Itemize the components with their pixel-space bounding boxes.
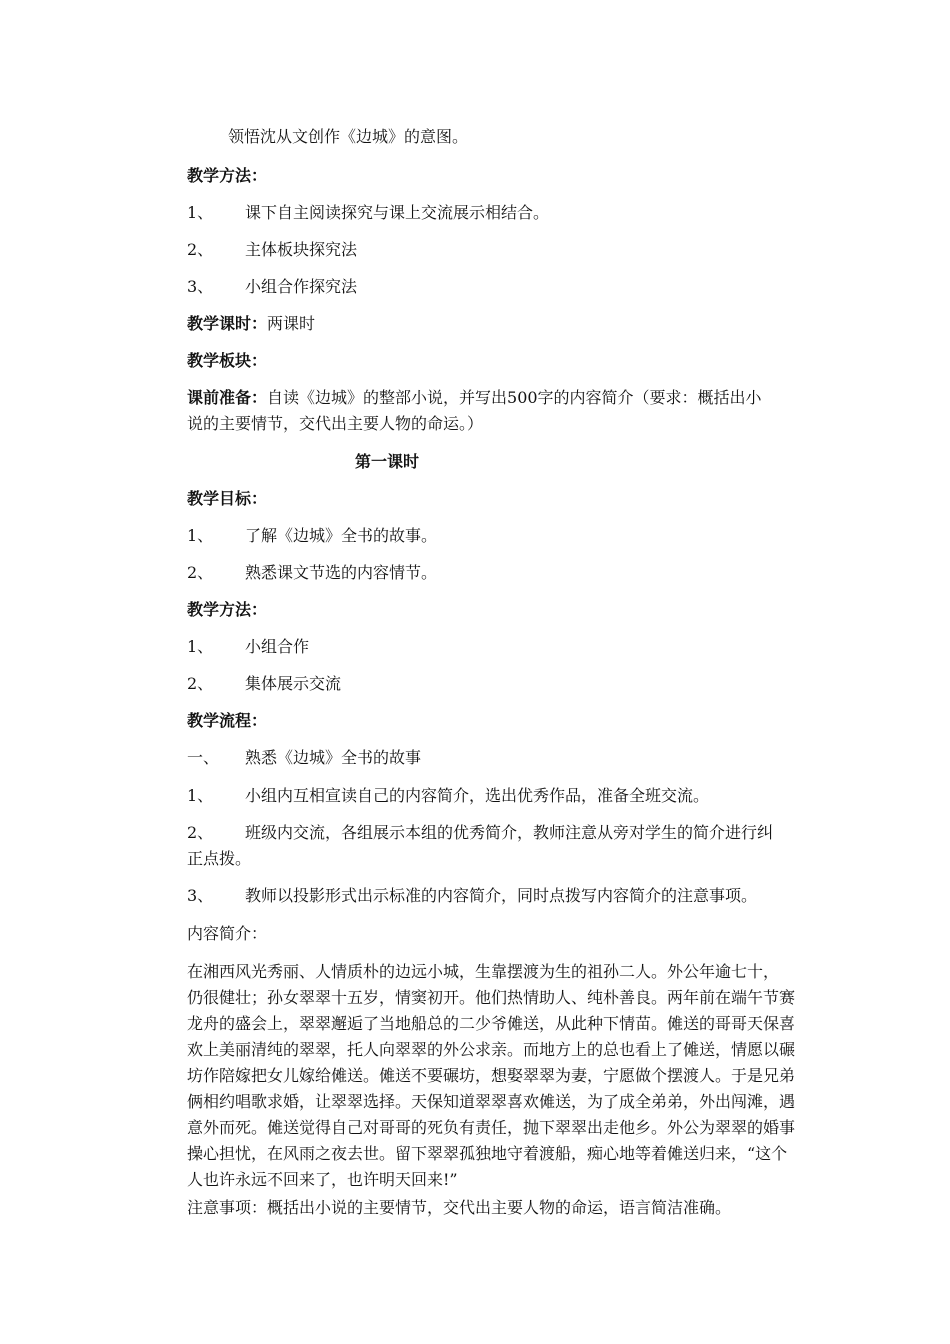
summary-line: 仍很健壮；孙女翠翠十五岁，情窦初开。他们热情助人、纯朴善良。两年前在端午节赛	[187, 988, 796, 1007]
summary-line: 人也许永远不回来了，也许明天回来!”	[187, 1170, 458, 1189]
list-number: 2、	[187, 674, 214, 693]
summary-line: 意外而死。傩送觉得自己对哥哥的死负有责任，抛下翠翠出走他乡。外公为翠翠的婚事	[187, 1118, 796, 1137]
summary-line: 龙舟的盛会上，翠翠邂逅了当地船总的二少爷傩送，从此种下情苗。傩送的哥哥天保喜	[187, 1014, 796, 1033]
flow-section-title: 熟悉《边城》全书的故事	[245, 748, 422, 767]
method2-heading: 教学方法：	[187, 600, 268, 619]
hours-label: 教学课时：	[187, 314, 268, 333]
summary-line: 俩相约唱歌求婚，让翠翠选择。天保知道翠翠喜欢傩送，为了成全弟弟，外出闯滩，遇	[187, 1092, 796, 1111]
list-number: 1、	[187, 203, 214, 222]
list-item: 了解《边城》全书的故事。	[245, 526, 438, 545]
list-number: 2、	[187, 240, 214, 259]
list-number: 3、	[187, 277, 214, 296]
flow-section-number: 一、	[187, 748, 220, 767]
list-number: 1、	[187, 786, 214, 805]
summary-line: 欢上美丽清纯的翠翠，托人向翠翠的外公求亲。而地方上的总也看上了傩送，情愿以碾	[187, 1040, 796, 1059]
prep-line-1	[187, 388, 762, 408]
list-item: 课下自主阅读探究与课上交流展示相结合。	[245, 203, 550, 222]
goal-heading: 教学目标：	[187, 489, 268, 508]
list-number: 3、	[187, 886, 214, 905]
intro-line: 领悟沈从文创作《边城》的意图。	[228, 127, 469, 146]
prep-line-2: 说的主要情节，交代出主要人物的命运。）	[187, 414, 484, 433]
prep-label: 课前准备：	[187, 388, 268, 407]
list-item: 熟悉课文节选的内容情节。	[245, 563, 438, 582]
hours-value: 两课时	[267, 314, 316, 333]
list-number: 2、	[187, 823, 214, 842]
list-number: 1、	[187, 526, 214, 545]
method-heading: 教学方法：	[187, 166, 268, 185]
notes-line: 注意事项：概括出小说的主要情节，交代出主要人物的命运，语言简洁准确。	[187, 1198, 732, 1217]
list-item: 小组合作	[245, 637, 310, 656]
prep-text: 自读《边城》的整部小说，并写出500字的内容简介（要求：概括出小	[267, 388, 762, 407]
list-item: 小组合作探究法	[245, 277, 358, 296]
list-item: 集体展示交流	[245, 674, 342, 693]
hours-line	[187, 314, 315, 334]
list-number: 1、	[187, 637, 214, 656]
list-item: 主体板块探究法	[245, 240, 358, 259]
list-item-continuation: 正点拨。	[187, 849, 252, 868]
list-item: 小组内互相宣读自己的内容简介，选出优秀作品，准备全班交流。	[245, 786, 710, 805]
lesson-title: 第一课时	[355, 452, 420, 471]
list-item: 教师以投影形式出示标准的内容简介，同时点拨写内容简介的注意事项。	[245, 886, 758, 905]
blocks-heading: 教学板块：	[187, 351, 268, 370]
summary-line: 在湘西风光秀丽、人情质朴的边远小城，生靠摆渡为生的祖孙二人。外公年逾七十，	[187, 962, 780, 981]
flow-heading: 教学流程：	[187, 711, 268, 730]
list-number: 2、	[187, 563, 214, 582]
summary-line: 坊作陪嫁把女儿嫁给傩送。傩送不要碾坊，想娶翠翠为妻，宁愿做个摆渡人。于是兄弟	[187, 1066, 796, 1085]
list-item: 班级内交流，各组展示本组的优秀简介，教师注意从旁对学生的简介进行纠	[245, 823, 774, 842]
summary-label: 内容简介：	[187, 924, 268, 943]
summary-line: 操心担忧，在风雨之夜去世。留下翠翠孤独地守着渡船，痴心地等着傩送归来，“这个	[187, 1144, 788, 1163]
